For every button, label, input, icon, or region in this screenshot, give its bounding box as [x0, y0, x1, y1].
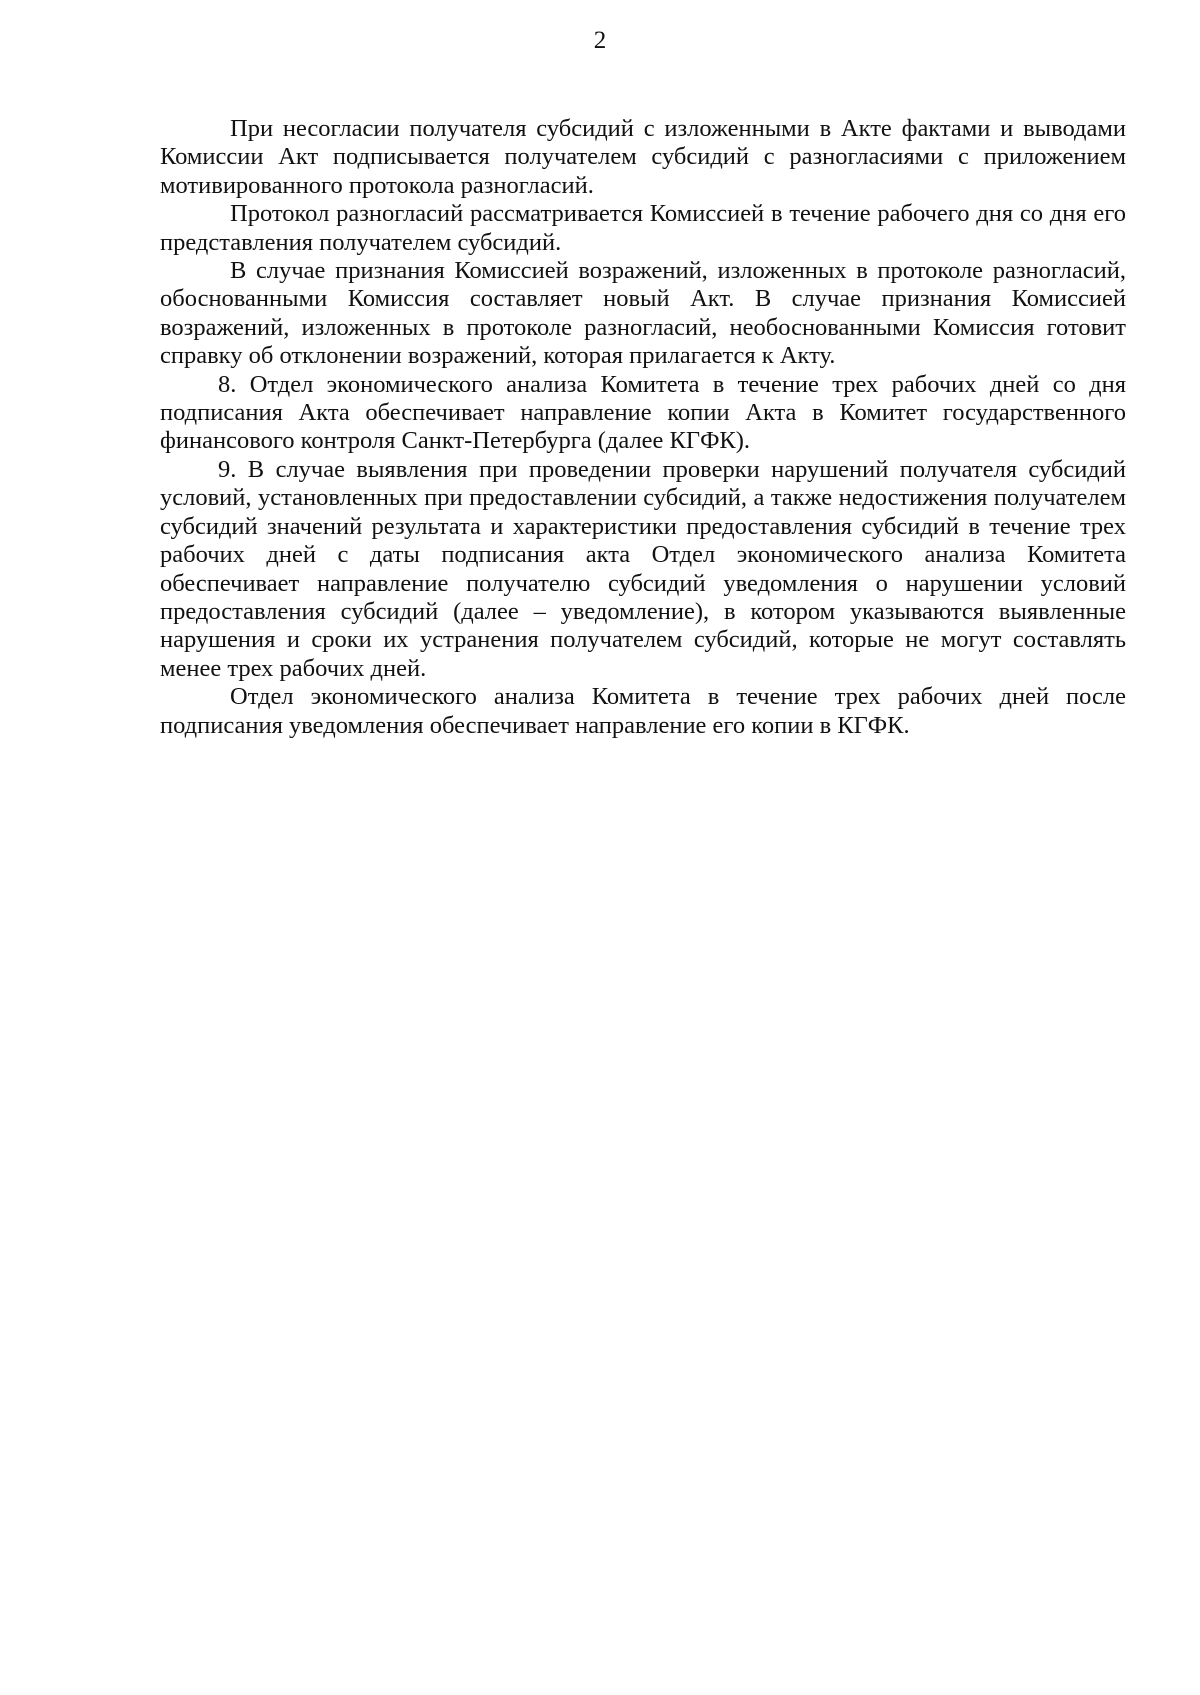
paragraph-objections: В случае признания Комиссией возражений, изложенных в протоколе разногласий, обоснованными Комиссия составляет новый Акт. В случае признания Комиссией возражений, изложенных в протоколе разногласий, необоснованными Комиссия готовит справку об отклонении возражений, которая прилагается к Акту.: [160, 257, 1126, 370]
paragraph-notification-copy: Отдел экономического анализа Комитета в течение трех рабочих дней после подписания уведомления обеспечивает направление его копии в КГФК.: [160, 683, 1126, 739]
paragraph-item-9: 9. В случае выявления при проведении проверки нарушений получателя субсидий условий, установленных при предоставлении субсидий, а также недостижения получателем субсидий значений результата и характеристики предоставления субсидий в течение трех рабочих дней с даты подписания акта Отдел экономического анализа Комитета обеспечивает направление получателю субсидий уведомления о нарушении условий предоставления субсидий (далее – уведомление), в котором указываются выявленные нарушения и сроки их устранения получателем субсидий, которые не могут составлять менее трех рабочих дней.: [160, 455, 1126, 682]
paragraph-item-8: 8. Отдел экономического анализа Комитета в течение трех рабочих дней со дня подписания Акта обеспечивает направление копии Акта в Комитет государственного финансового контроля Санкт-Петербурга (далее КГФК).: [160, 370, 1126, 455]
paragraph-protocol-review: Протокол разногласий рассматривается Комиссией в течение рабочего дня со дня его представления получателем субсидий.: [160, 200, 1126, 256]
page-number: 2: [593, 27, 607, 54]
paragraph-disagreement: При несогласии получателя субсидий с изложенными в Акте фактами и выводами Комиссии Акт подписывается получателем субсидий с разногласиями с приложением мотивированного протокола разногласий.: [160, 115, 1126, 199]
document-body: [160, 115, 1126, 740]
